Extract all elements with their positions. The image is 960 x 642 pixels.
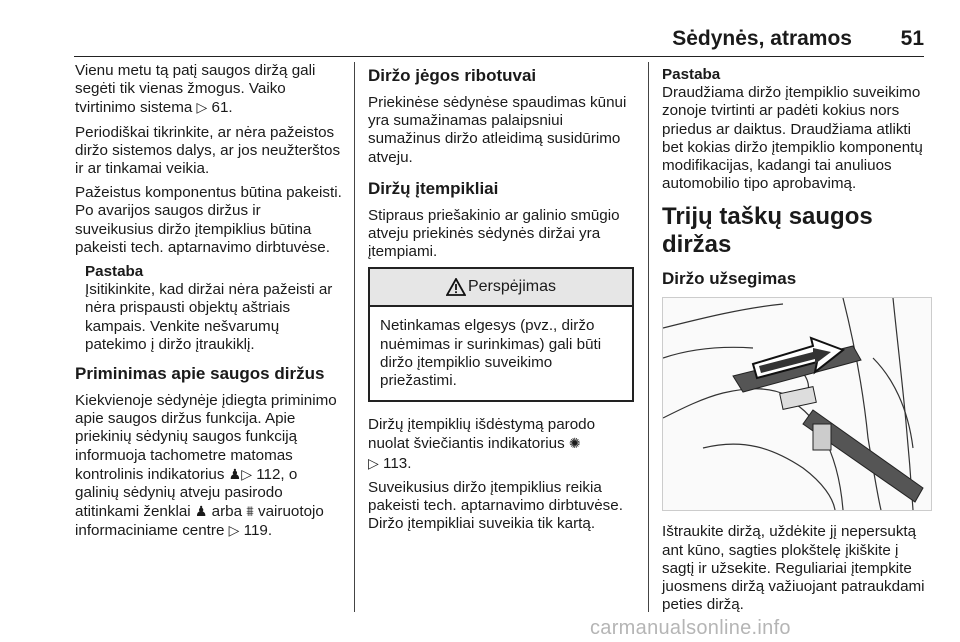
triangle-ref-icon: ▷	[241, 465, 252, 482]
section-heading: Priminimas apie saugos diržus	[75, 364, 325, 384]
paragraph: Ištraukite diržą, uždėkite jį nepersuktą ant kūno, sagties plokštelę įkiškite į sagtį ir užsekite. Reguliariai įtempkite juosmens diržą važiuojant patraukdami peties diržą.	[662, 523, 925, 614]
paragraph: Priekinėse sėdynėse spaudimas kūnui yra sumažinamas palaipsniui sumažinus diržo atleidimą susidūrimo atveju.	[368, 94, 627, 166]
seatbelt-illustration	[662, 297, 932, 511]
column-divider	[354, 62, 355, 612]
paragraph: Vienu metu tą patį saugos diržą gali segėti tik vienas žmogus. Vaiko tvirtinimo sistema ▷ 61.	[75, 62, 316, 117]
warning-header	[370, 269, 632, 307]
seatbelt-person-icon: ♟	[194, 503, 208, 520]
subsection-heading: Diržo užsegimas	[662, 269, 797, 289]
airbag-icon: ✺	[568, 435, 581, 452]
rear-seats-icon: ⩩	[246, 503, 254, 520]
paragraph: Suveikusius diržo įtempiklius reikia pakeisti tech. aptarnavimo dirbtuvėse. Diržo įtempikliai suveikia tik kartą.	[368, 478, 623, 533]
seatbelt-person-icon: ♟	[228, 465, 242, 482]
section-heading: Diržų įtempikliai	[368, 178, 499, 198]
column-1	[75, 62, 343, 547]
triangle-ref-icon: ▷	[368, 454, 379, 471]
page-reference[interactable]: 113.	[378, 454, 412, 472]
triangle-ref-icon: ▷	[196, 99, 208, 116]
section-heading: Trijų taškų saugos diržas	[662, 203, 873, 259]
note-text: Įsitikinkite, kad diržai nėra pažeisti ar nėra prispausti objektų aštriais kampais. Venkite nešvarumų patekimo į diržo įtraukiklį.	[85, 281, 333, 353]
section-heading: Diržo jėgos ribotuvai	[368, 66, 537, 85]
paragraph: Kiekvienoje sėdynėje įdiegta priminimo apie saugos diržus funkcija. Apie priekinių sėdynių saugos funkciją informuoja tachometre matomas kontrolinis indikatorius ♟▷ 112, o galinių sėdynių atveju pasirodo atitinkami ženklai ♟ arba ⩩ vairuotojo informaciniame centre ▷ 119.	[75, 392, 337, 540]
warning-title: Perspėjimas	[467, 278, 557, 296]
page-number: 51	[900, 27, 924, 50]
column-divider	[648, 62, 649, 612]
page-title: Sėdynės, atramos	[672, 27, 852, 50]
note-box	[662, 66, 930, 193]
triangle-ref-icon: ▷	[228, 522, 240, 539]
header-rule	[74, 56, 924, 57]
page-reference[interactable]: 61.	[207, 99, 233, 117]
column-2	[368, 62, 634, 539]
warning-triangle-icon	[446, 278, 466, 296]
note-text: Draudžiama diržo įtempiklio suveikimo zonoje tvirtinti ar padėti kokius nors priedus ar daiktus. Draudžiama atlikti bet kokias diržo įtempiklio komponentų modifikacijas, kadangi tai anuliuos automobilio tipo aprobavimą.	[662, 84, 923, 193]
column-3	[662, 62, 930, 620]
note-title: Pastaba	[662, 66, 721, 83]
paragraph: Pažeistus komponentus būtina pakeisti. Po avarijos saugos diržus ir suveikusius diržo įtempiklius būtina pakeisti tech. aptarnavimo dirbtuvėse.	[75, 184, 342, 256]
note-title: Pastaba	[85, 263, 144, 281]
paragraph: Stipraus priešakinio ar galinio smūgio atveju priekinės sėdynės diržai yra įtempiami.	[368, 206, 620, 261]
seatbelt-drawing	[663, 298, 931, 510]
warning-text: Netinkamas elgesys (pvz., diržo nuėmimas ir surinkimas) gali būti diržo įtempiklio suveikimo priežastimi.	[380, 317, 602, 390]
watermark: carmanualsonline.info	[590, 617, 791, 639]
warning-box	[368, 267, 634, 402]
note-box	[85, 263, 343, 354]
paragraph: Diržų įtempiklių išdėstymą parodo nuolat šviečiantis indikatorius ✺ ▷ 113.	[368, 416, 596, 472]
paragraph: Periodiškai tikrinkite, ar nėra pažeistos diržo sistemos dalys, ar jos neužterštos ir ar tinkamai veikia.	[75, 123, 341, 178]
page-reference[interactable]: 119.	[239, 522, 273, 540]
page-header	[0, 0, 960, 58]
